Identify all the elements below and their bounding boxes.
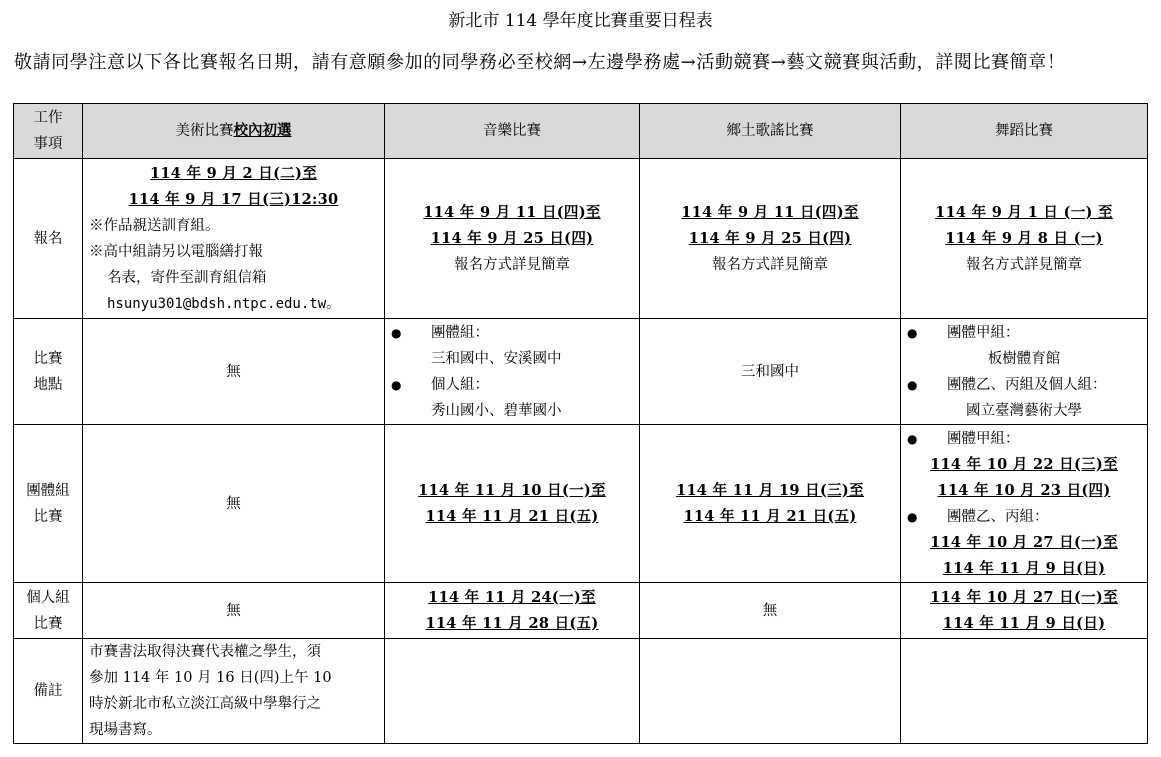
- header-item: 工作 事項: [14, 104, 83, 159]
- bullet-item: ● 個人組：: [391, 372, 633, 398]
- header-folk: 鄉土歌謠比賽: [640, 104, 901, 159]
- header-music: 音樂比賽: [385, 104, 640, 159]
- cell-remarks-music: [385, 639, 640, 744]
- row-individual-competition: [14, 583, 1148, 639]
- bullet-item: ● 團體甲組：: [907, 426, 1141, 452]
- cell-individual-dance: 114 年 10 月 27 日(一)至 114 年 11 月 9 日(日): [901, 583, 1148, 639]
- row-registration: [14, 159, 1148, 319]
- row-label-venue: 比賽 地點: [14, 319, 83, 425]
- header-dance: 舞蹈比賽: [901, 104, 1148, 159]
- cell-venue-folk: 三和國中: [640, 319, 901, 425]
- cell-group-music: 114 年 11 月 10 日(一)至 114 年 11 月 21 日(五): [385, 425, 640, 583]
- row-remarks: [14, 639, 1148, 744]
- cell-remarks-art: 市賽書法取得決賽代表權之學生，須 參加 114 年 10 月 16 日(四)上午 10 時於新北市私立淡江高級中學舉行之 現場書寫。: [83, 639, 385, 744]
- row-label-registration: 報名: [14, 159, 83, 319]
- cell-group-dance: ● 團體甲組： 114 年 10 月 22 日(三)至 114 年 10 月 23 日(四) ● 團體乙、丙組： 114 年 10 月 27 日(一)至 114 年 11 月 9 日(日): [901, 425, 1148, 583]
- schedule-table: [13, 103, 1148, 744]
- row-label-individual: 個人組 比賽: [14, 583, 83, 639]
- row-venue: [14, 319, 1148, 425]
- cell-individual-folk: 無: [640, 583, 901, 639]
- row-label-group: 團體組 比賽: [14, 425, 83, 583]
- cell-remarks-dance: [901, 639, 1148, 744]
- cell-venue-music: ● 團體組： 三和國中、安溪國中 ● 個人組： 秀山國小、碧華國小: [385, 319, 640, 425]
- bullet-item: ● 團體甲組：: [907, 320, 1141, 346]
- cell-individual-music: 114 年 11 月 24(一)至 114 年 11 月 28 日(五): [385, 583, 640, 639]
- page-title: 新北市 114 學年度比賽重要日程表: [448, 11, 713, 31]
- bullet-item: ● 團體乙、丙組：: [907, 504, 1141, 530]
- cell-group-folk: 114 年 11 月 19 日(三)至 114 年 11 月 21 日(五): [640, 425, 901, 583]
- email-address: hsunyu301@bdsh.ntpc.edu.tw。: [107, 295, 341, 312]
- header-art-highlight: 校內初選: [233, 122, 292, 139]
- bullet-item: ● 團體乙、丙組及個人組：: [907, 372, 1141, 398]
- bullet-item: ● 團體組：: [391, 320, 633, 346]
- cell-individual-art: 無: [83, 583, 385, 639]
- cell-registration-art: 114 年 9 月 2 日(二)至 114 年 9 月 17 日(三)12:30 ※作品親送訓育組。 ※高中組請另以電腦繕打報 名表，寄件至訓育組信箱 hsunyu301@bdsh.ntpc.edu.tw。: [83, 159, 385, 319]
- cell-remarks-folk: [640, 639, 901, 744]
- intro-paragraph: 敬請同學注意以下各比賽報名日期，請有意願參加的同學務必至校網→左邊學務處→活動競賽→藝文競賽與活動，詳閱比賽簡章！: [14, 52, 1066, 73]
- cell-venue-art: 無: [83, 319, 385, 425]
- header-art: 美術比賽校內初選: [83, 104, 385, 159]
- row-label-remarks: 備註: [14, 639, 83, 744]
- cell-registration-dance: 114 年 9 月 1 日 (一) 至 114 年 9 月 8 日 (一) 報名方式詳見簡章: [901, 159, 1148, 319]
- cell-registration-folk: 114 年 9 月 11 日(四)至 114 年 9 月 25 日(四) 報名方式詳見簡章: [640, 159, 901, 319]
- cell-group-art: 無: [83, 425, 385, 583]
- cell-venue-dance: ● 團體甲組： 板樹體育館 ● 團體乙、丙組及個人組： 國立臺灣藝術大學: [901, 319, 1148, 425]
- row-group-competition: [14, 425, 1148, 583]
- header-row: [14, 104, 1148, 159]
- cell-registration-music: 114 年 9 月 11 日(四)至 114 年 9 月 25 日(四) 報名方式詳見簡章: [385, 159, 640, 319]
